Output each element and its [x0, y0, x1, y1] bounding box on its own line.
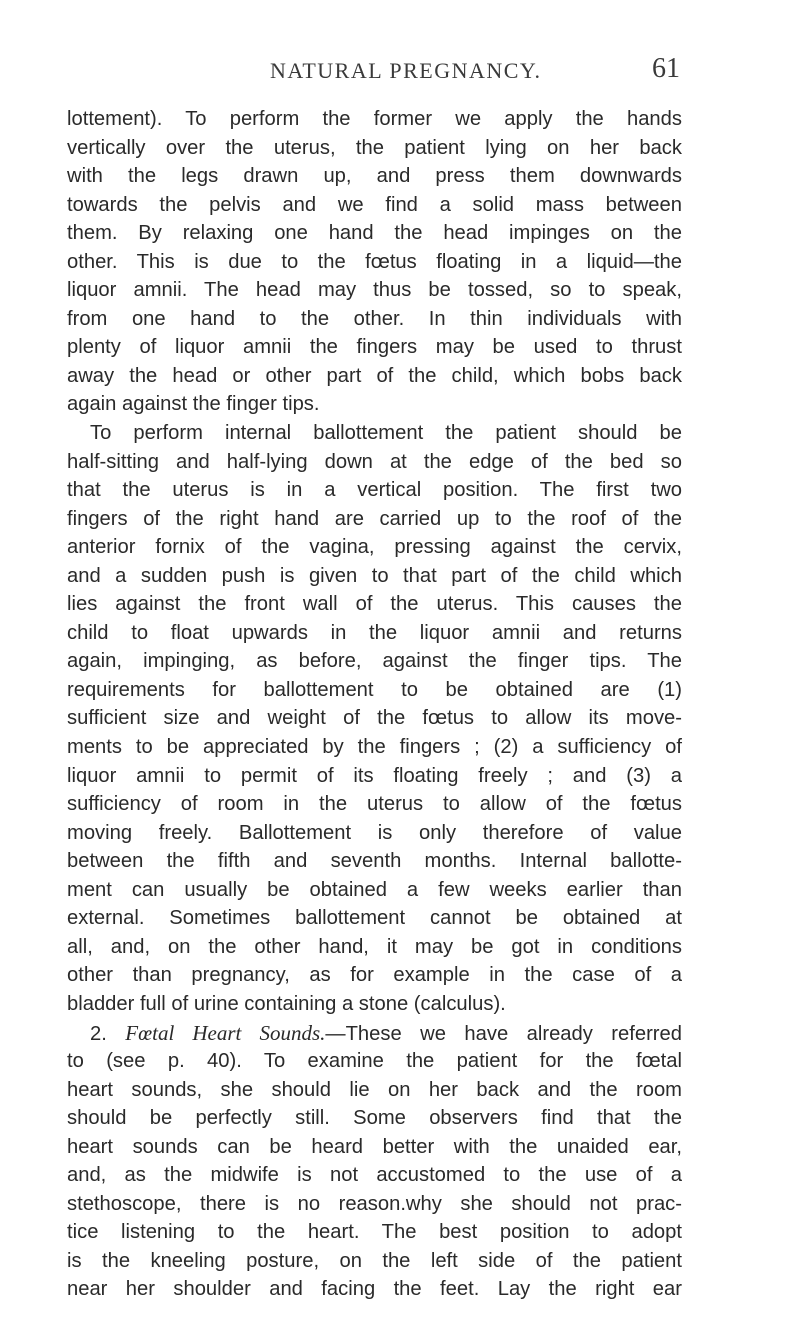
text-line: moving freely. Ballottement is only therefore of value: [67, 821, 682, 844]
text-line: is the kneeling posture, on the left side of the patient: [67, 1249, 682, 1272]
text-line: These we have already referred: [345, 1022, 682, 1045]
text-line: ments to be appreciated by the fingers ; (2) a sufficiency of: [67, 736, 682, 759]
text-line: other. This is due to the fœtus floating in a liquid—the: [67, 250, 682, 273]
text-line: away the head or other part of the child, which bobs back: [67, 364, 682, 387]
text-line: near her shoulder and facing the feet. Lay the right ear: [67, 1278, 682, 1301]
text-line: child to float upwards in the liquor amnii and returns: [67, 621, 682, 644]
text-line: vertically over the uterus, the patient lying on her back: [67, 136, 682, 159]
section-heading-line: [67, 1019, 682, 1048]
text-line: from one hand to the other. In thin individuals with: [67, 307, 682, 330]
text-line: that the uterus is in a vertical position. The first two: [67, 479, 682, 502]
text-line: liquor amnii. The head may thus be tossed, so to speak,: [67, 279, 682, 302]
text-line: should be perfectly still. Some observers find that the: [67, 1107, 682, 1130]
text-line: ment can usually be obtained a few weeks earlier than: [67, 878, 682, 901]
text-line: stethoscope, there is no reason.why she should not prac-: [67, 1192, 682, 1215]
text-line: all, and, on the other hand, it may be got in conditions: [67, 935, 682, 958]
text-line: To perform internal ballottement the patient should be: [90, 422, 682, 445]
text-line: again against the finger tips.: [67, 393, 320, 416]
text-line: bladder full of urine containing a stone (calculus).: [67, 992, 506, 1015]
em-dash: —: [325, 1022, 346, 1045]
text-line: anterior fornix of the vagina, pressing against the cervix,: [67, 536, 682, 559]
text-line: external. Sometimes ballottement cannot be obtained at: [67, 907, 682, 930]
page-number: 61: [652, 53, 680, 84]
text-line: heart sounds, she should lie on her back and the room: [67, 1078, 682, 1101]
text-line: lies against the front wall of the uterus. This causes the: [67, 593, 682, 616]
text-line: heart sounds can be heard better with the unaided ear,: [67, 1135, 682, 1158]
text-line: tice listening to the heart. The best position to adopt: [67, 1221, 682, 1244]
section-title: Fœtal Heart Sounds.: [125, 1020, 326, 1045]
text-line: towards the pelvis and we find a solid mass between: [67, 193, 682, 216]
text-line: plenty of liquor amnii the fingers may be used to thrust: [67, 336, 682, 359]
text-line: and, as the midwife is not accustomed to the use of a: [67, 1164, 682, 1187]
text-line: with the legs drawn up, and press them downwards: [67, 165, 682, 188]
text-line: sufficient size and weight of the fœtus to allow its move-: [67, 707, 682, 730]
text-line: and a sudden push is given to that part of the child which: [67, 564, 682, 587]
text-line: them. By relaxing one hand the head impinges on the: [67, 222, 682, 245]
text-line: between the fifth and seventh months. Internal ballotte-: [67, 850, 682, 873]
text-line: lottement). To perform the former we apply the hands: [67, 108, 682, 130]
body-text: [67, 105, 682, 1304]
text-line: liquor amnii to permit of its floating freely ; and (3) a: [67, 764, 682, 787]
running-head: [0, 50, 800, 90]
section-number: 2.: [90, 1022, 107, 1045]
text-line: again, impinging, as before, against the finger tips. The: [67, 650, 682, 673]
text-line: fingers of the right hand are carried up to the roof of the: [67, 507, 682, 530]
running-title: NATURAL PREGNANCY.: [270, 58, 542, 83]
text-line: to (see p. 40). To examine the patient for the fœtal: [67, 1050, 682, 1073]
text-line: other than pregnancy, as for example in the case of a: [67, 964, 682, 987]
text-line: requirements for ballottement to be obtained are (1): [67, 678, 682, 701]
text-line: half-sitting and half-lying down at the edge of the bed so: [67, 450, 682, 473]
text-line: sufficiency of room in the uterus to allow of the fœtus: [67, 793, 682, 816]
